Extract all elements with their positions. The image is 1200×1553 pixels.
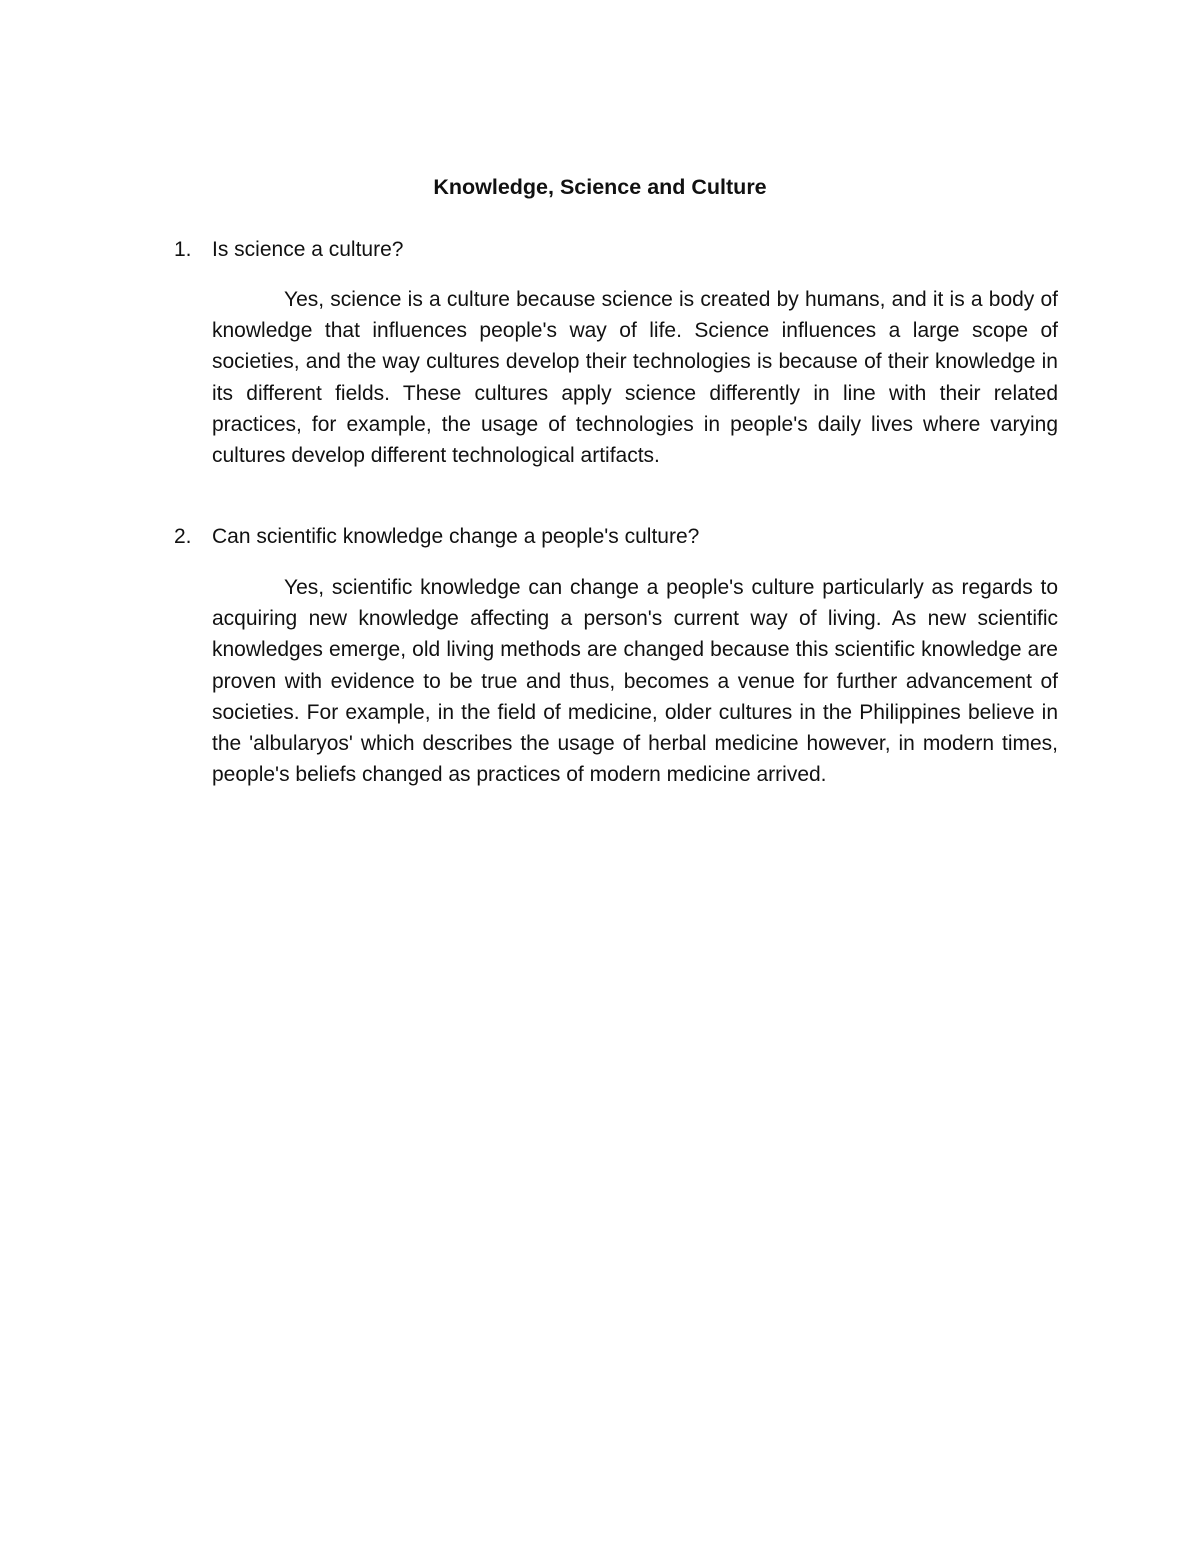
document-title: Knowledge, Science and Culture <box>433 175 767 199</box>
question-2 <box>174 522 1074 552</box>
question-2-text: Can scientific knowledge change a people's culture? <box>212 525 700 548</box>
question-1-text: Is science a culture? <box>212 238 404 261</box>
question-2-number: 2. <box>174 525 192 548</box>
answer-1: Yes, science is a culture because science is created by humans, and it is a body of knowledge that influences people's way of life. Science influences a large scope of societies, and the way cultures develop their technologies is because of their knowledge in its different fields. These cultures apply science differently in line with their related practices, for example, the usage of technologies in people's daily lives where varying cultures develop different technological artifacts. <box>212 288 1058 468</box>
question-1-number: 1. <box>174 238 192 261</box>
answer-2: Yes, scientific knowledge can change a people's culture particularly as regards to acquiring new knowledge affecting a person's current way of living. As new scientific knowledges emerge, old living methods are changed because this scientific knowledge are proven with evidence to be true and thus, becomes a venue for further advancement of societies. For example, in the field of medicine, older cultures in the Philippines believe in the 'albularyos' which describes the usage of herbal medicine however, in modern times, people's beliefs changed as practices of modern medicine arrived. <box>212 576 1058 787</box>
question-1 <box>174 235 1074 265</box>
